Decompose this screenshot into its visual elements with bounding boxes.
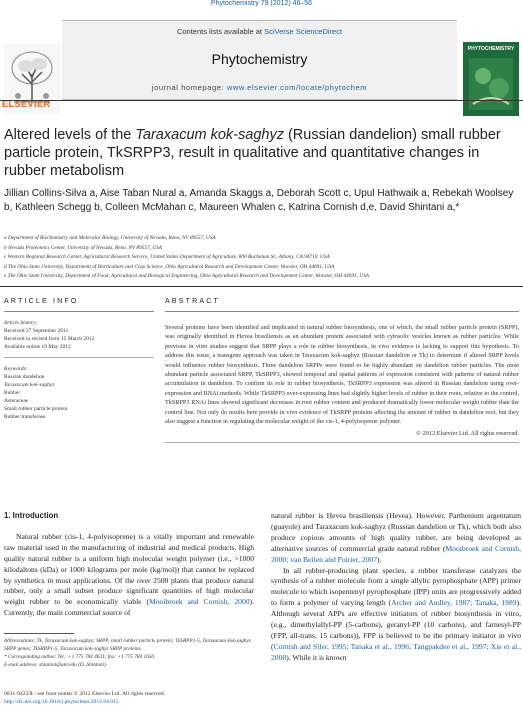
abbreviations-footnote: Abbreviations: Tk, Taraxacum kok-saghyz; SRPP, small rubber particle protein; TkSRPP1-5, Taraxacum kok-saghyz SRPP genes; TkSRPP1-5, Taraxacum kok-saghyz SRPP proteins. xyxy=(4,638,251,652)
footnote-rule xyxy=(4,633,74,634)
intro-text: ). Although several APPs are effective initiators of rubber biosynthesis in vitro, (e.g., dimethylallyl-PP (5-carbons), geranyl-PP (10 carbons), and farnesyl-PP (FPP, all-trans, 15 carbons)), FPP is believed to be the primary initiator in vivo ( xyxy=(271,598,521,651)
intro-text: ). xyxy=(377,554,382,564)
keyword: Rubber transferase xyxy=(4,414,46,420)
title-part-2: (Russian dandelion) small rubber particle protein, TkSRPP3, result in qualitative and quantitative changes in rubber metabolism xyxy=(4,127,501,179)
history-label: Article history: xyxy=(4,320,38,326)
bottom-lines xyxy=(4,690,304,706)
intro-paragraph-1 xyxy=(4,532,254,619)
abstract-copyright: © 2012 Elsevier Ltd. All rights reserved. xyxy=(416,430,519,438)
doi-link[interactable]: http://dx.doi.org/10.1016/j.phytochem.2012.04.015 xyxy=(4,699,119,705)
abstract-heading: ABSTRACT xyxy=(165,298,220,305)
affiliation-rule xyxy=(0,286,523,287)
keyword: Small rubber particle protein xyxy=(4,406,68,412)
author-list: Jillian Collins-Silva a, Aise Taban Nural a, Amanda Skaggs a, Deborah Scott c, Upul Hathwaik a, Rebekah Woolsey b, Kathleen Schegg b, Colleen McMahan c, Maureen Whalen c, Katrina Cornish d,e, David Shintani a,* xyxy=(4,188,514,213)
history-revised: Received in revised form 15 March 2012 xyxy=(4,336,95,342)
masthead-box xyxy=(62,20,457,100)
intro-paragraph-2 xyxy=(271,566,521,664)
intro-paragraph-1-cont xyxy=(271,511,521,566)
abstract-rule xyxy=(165,311,519,312)
abstract-section xyxy=(165,298,519,443)
publisher-name: ELSEVIER xyxy=(2,99,51,109)
title-part-1: Altered levels of the xyxy=(4,127,136,143)
contents-line xyxy=(62,27,457,36)
masthead-rule xyxy=(0,100,523,101)
title-species: Taraxacum kok-saghyz xyxy=(135,127,284,143)
citation-link[interactable]: Mooibroek and Cornish, 2000 xyxy=(148,597,250,607)
body-column-left xyxy=(4,511,254,619)
intro-text: Natural rubber (cis-1, 4-polyisoprene) is a vitally important and renewable raw material used in the manufacturing of industrial and medical products. High quality natural rubber is a uniform high molecular weight polymer (i.e., >1000 kilodaltons (kDa) or 1000 kilograms per mole (kg/mol)) that cannot be replaced by synthetics in most applications. Of the over 2500 plants that produce natural rubber, only a small subset produce significant quantities of high molecular weight rubber to be economically viable ( xyxy=(4,531,254,607)
homepage-link[interactable]: www.elsevier.com/locate/phytochem xyxy=(226,83,368,92)
article-history xyxy=(4,319,154,351)
affiliation-d: d The Ohio State University, Department of Horticulture and Crop Science, Ohio Agricultural Research and Development Center, Wooster, OH 44691, USA xyxy=(4,263,335,270)
article-title xyxy=(4,126,509,180)
keywords-rule xyxy=(4,357,154,358)
introduction-heading: 1. Introduction xyxy=(4,511,59,520)
article-info-rule xyxy=(4,311,154,312)
keyword: Rubber xyxy=(4,390,21,396)
affiliations xyxy=(4,234,519,282)
keywords-label: Keywords: xyxy=(4,366,28,372)
journal-cover-image xyxy=(463,42,519,116)
masthead xyxy=(0,20,523,109)
history-received: Received 27 September 2011 xyxy=(4,328,69,334)
article-info-heading: ARTICLE INFO xyxy=(4,298,79,305)
intro-text: natural rubber is Hevea brasiliensis (Hevea). However, Parthenium argentatum (guayule) and Taraxacum kok-saghyz (Russian dandelion or Tk), which both also produce copious amounts of high quality rubber, are being developed as alternative sources of commercial grade natural rubber ( xyxy=(271,511,521,553)
article-info-section xyxy=(4,298,154,421)
affiliation-b: b Nevada Proteomics Center, University of Nevada, Reno, NV 89557, USA xyxy=(4,244,162,251)
history-online: Available online 19 May 2012 xyxy=(4,344,71,350)
homepage-line xyxy=(62,83,457,92)
journal-name: Phytochemistry xyxy=(211,51,308,67)
issn-line: 0031-9422/$ - see front matter © 2012 Elsevier Ltd. All rights reserved. xyxy=(4,691,165,697)
email-footnote[interactable]: E-mail address: shintani@unr.edu (D. Shintani). xyxy=(4,662,108,668)
abstract-text: Several proteins have been identified and implicated in natural rubber biosynthesis, one of which, the small rubber particle protein (SRPP), was originally identified in Hevea brasiliensis as an abundant protein associated with cytosolic vesicles known as rubber particles. While previous in vitro studies suggest that SRPP plays a role in rubber biosynthesis, in vivo evidence is lacking to support this hypothesis. To address this issue, a transgene approach was taken in Taraxacum kok-saghyz (Russian dandelion or Tk) to determine if altered SRPP levels would influence rubber biosynthesis. Three dandelion SRPPs were found to be highly abundant on dandelion rubber particles. The most abundant particle associated SRPP, TkSRPP3, showed temporal and spatial patterns of expression consistent with patterns of natural rubber accumulation in dandelion. To confirm its role in rubber biosynthesis, TkSRPP3 expression was altered in Russian dandelion using over-expression and RNAi methods. While TkSRPP3 over-expressing lines had slightly higher levels of rubber in their roots, relative to the control, TkSRPP3 RNAi lines showed significant decreases in root rubber content and produced dramatically lower molecular weight rubber than the control line. Not only do results here provide in vivo evidence of TkSRPP proteins affecting the amount of rubber in dandelion root, but they also suggest a function in regulating the molecular weight of the cis-1, 4-polyisoprene polymer. xyxy=(165,324,519,426)
footnotes xyxy=(4,637,254,669)
keyword: Asteraceae xyxy=(4,398,29,404)
intro-text: ). Currently, the main commercial source of xyxy=(4,597,254,618)
corresponding-author-footnote: * Corresponding author. Tel.: +1 775 784 4631; fax: +1 775 784 1650. xyxy=(4,654,156,660)
keywords xyxy=(4,365,154,421)
abstract-end-rule xyxy=(165,442,519,443)
cover-title: PHYTOCHEMISTRY xyxy=(467,46,515,52)
contents-prefix: Contents lists available at xyxy=(176,27,265,36)
body-column-right xyxy=(271,511,521,664)
intro-text: ). While it is known xyxy=(286,652,347,662)
homepage-prefix: journal homepage: xyxy=(151,83,227,92)
citation-link[interactable]: Archer and Audley, 1987; Tanaka, 1989 xyxy=(391,598,517,608)
journal-reference[interactable]: Phytochemistry 79 (2012) 46–56 xyxy=(210,0,313,7)
citation-link[interactable]: Cornish and Siler, 1995; Tanaka et al., 1996; Tangpakdee et al., 1997; Xie et al., 2008 xyxy=(271,641,521,662)
affiliation-a: a Department of Biochemistry and Molecular Biology, University of Nevada, Reno, NV 89557, USA xyxy=(4,235,216,241)
keyword: Russian dandelion xyxy=(4,374,45,380)
intro-text: In all rubber-producing plant species, a rubber transferase catalyzes the synthesis of a rubber molecule from a single allylic pyrophosphate (APP) primer molecule to which isopentenyl pyrophosphate (IPP) units are progressively added to form a polymer of varying length ( xyxy=(271,565,521,608)
citation-link[interactable]: Mooibroek and Cornish, 2000; van Beilen and Poirier, 2007 xyxy=(271,543,521,564)
cover-art xyxy=(469,58,513,110)
affiliation-e: e The Ohio State University, Department of Food, Agricultural and Biological Engineering, Ohio Agricultural Research and Development Center, Wooster, OH 44691, USA xyxy=(4,273,369,279)
sciencedirect-link[interactable]: SciVerse ScienceDirect xyxy=(264,27,343,36)
affiliation-c: c Western Regional Research Center, Agricultural Research Service, United States Department of Agriculture, 800 Buchanan St., Albany, CA 94710, USA xyxy=(4,254,330,260)
keyword: Taraxacum kok-saghyz xyxy=(4,382,55,388)
